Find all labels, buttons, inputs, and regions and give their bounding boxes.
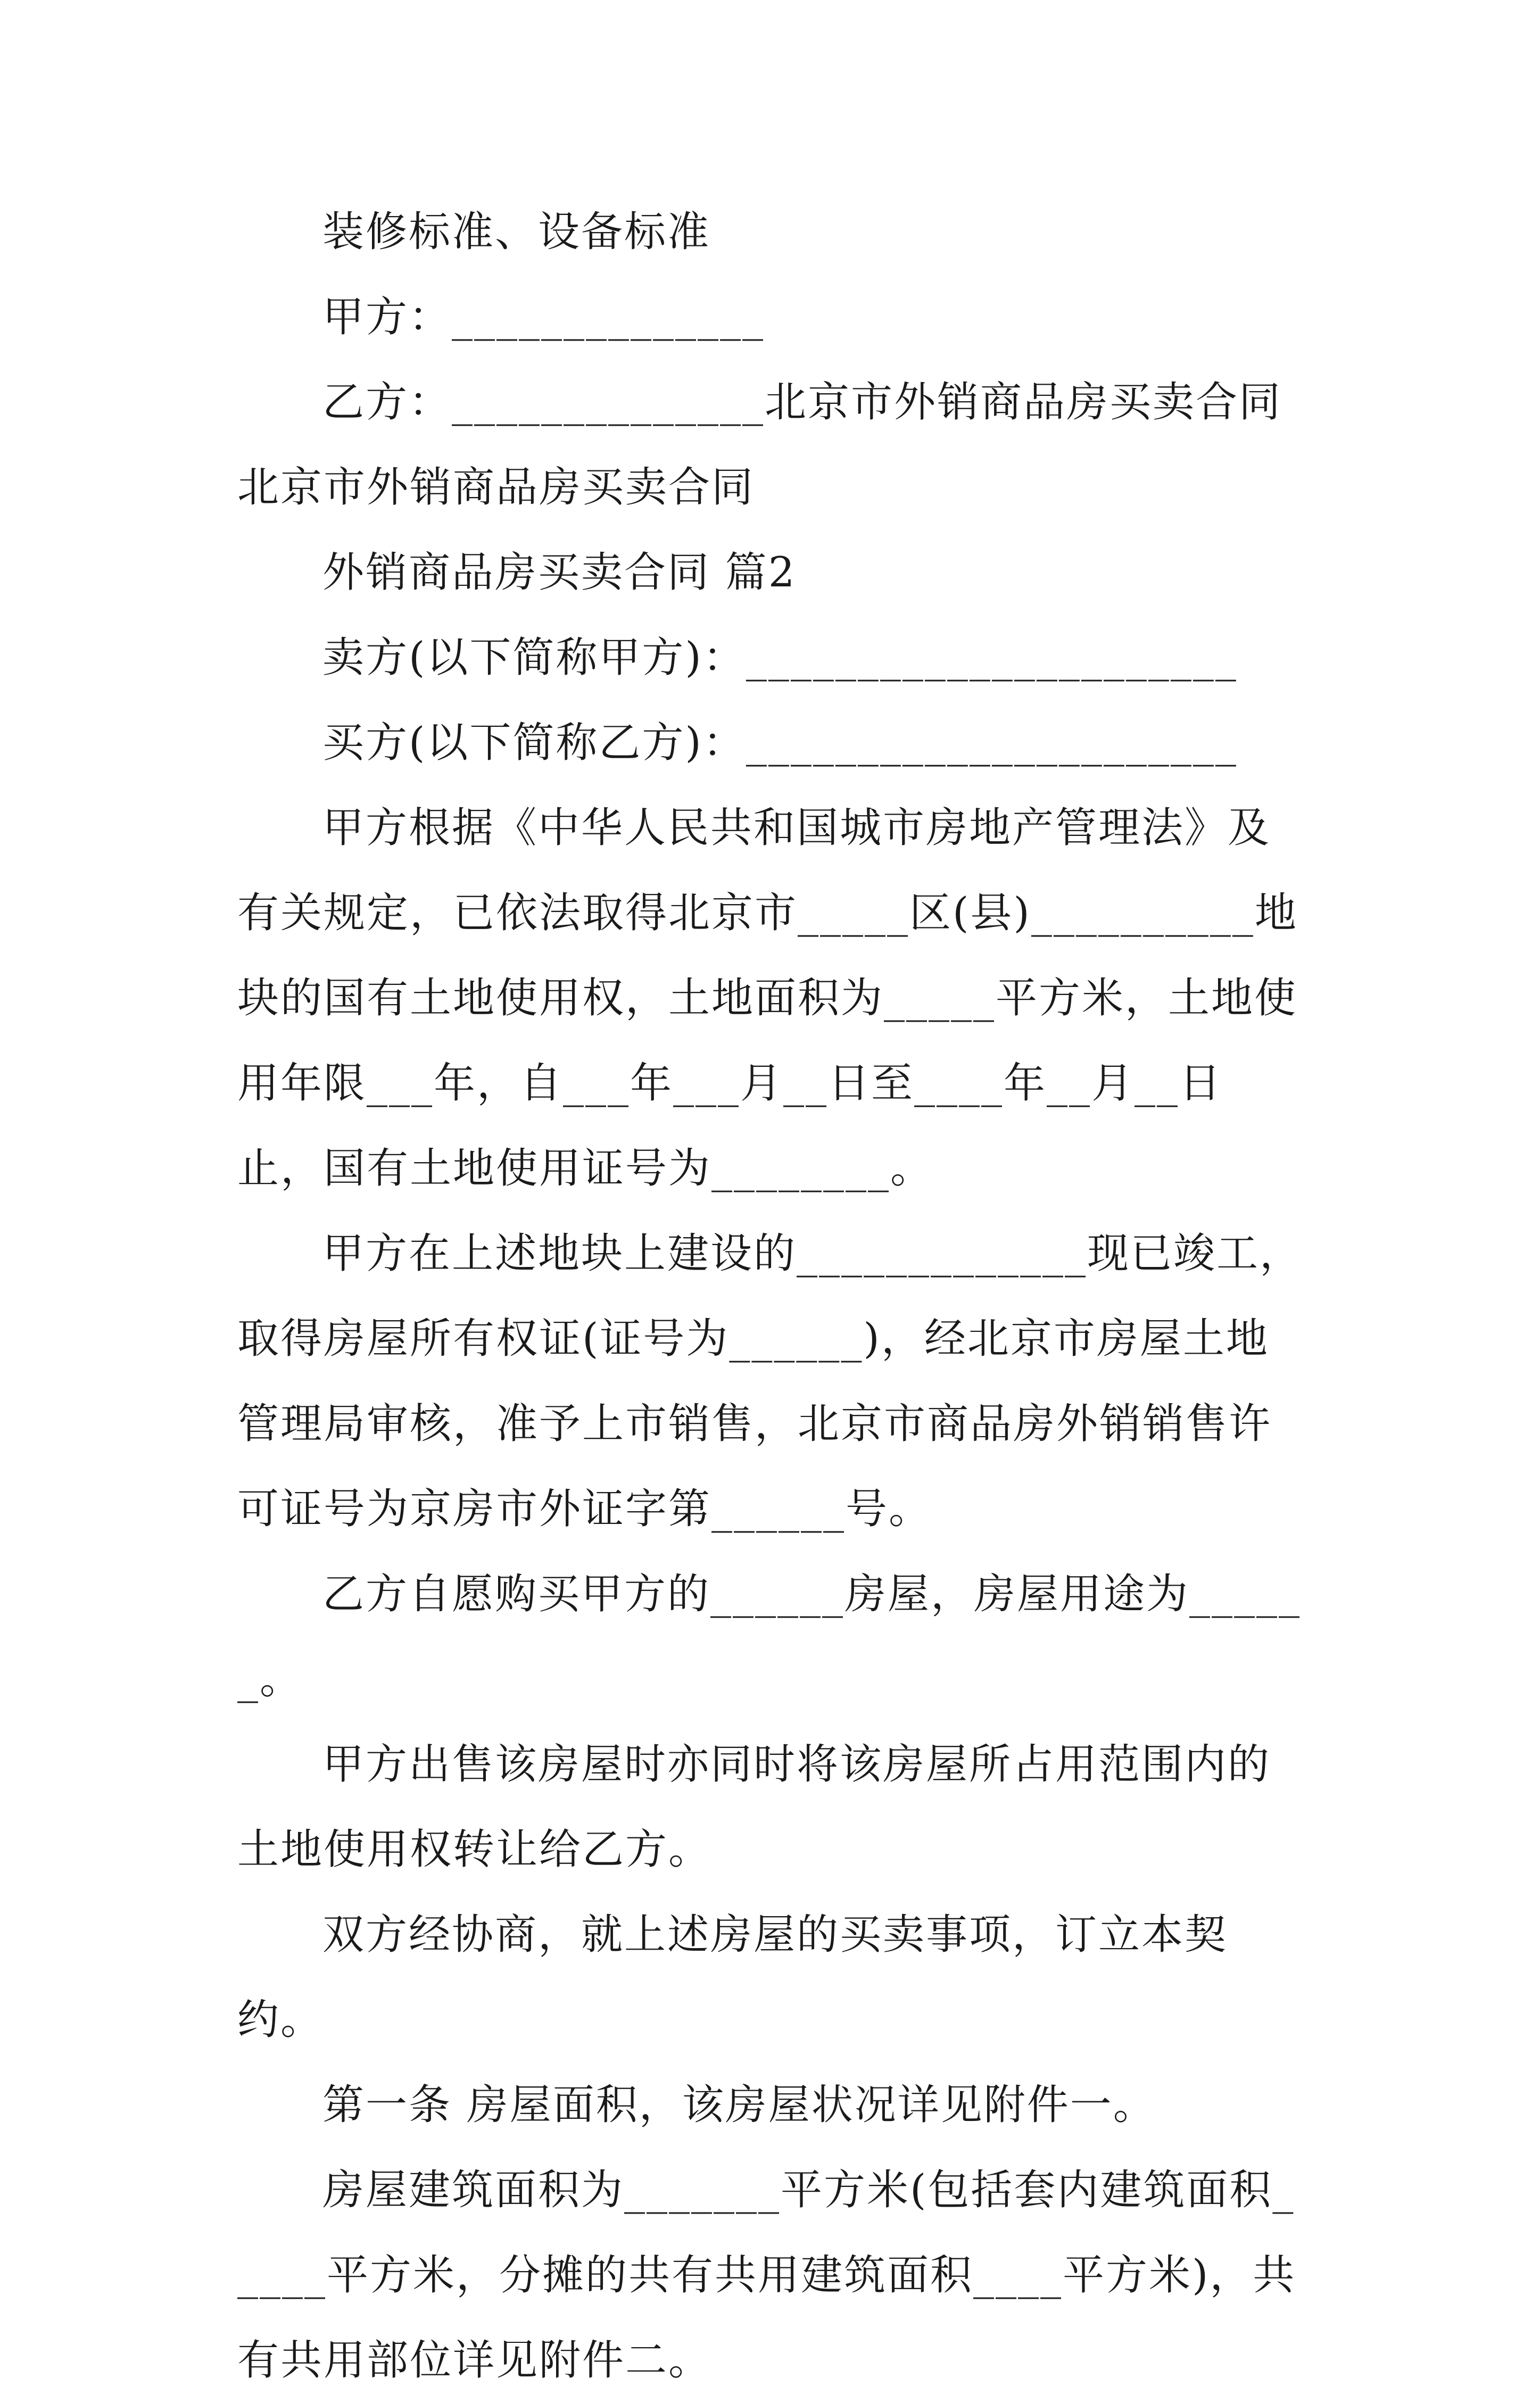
paragraph-party-b: 乙方：______________北京市外销商品房买卖合同北京市外销商品房买卖合同 [237,378,1282,511]
paragraph-decoration-standard: 装修标准、设备标准 [322,208,711,256]
document-body [237,189,1307,2403]
paragraph-land-transfer: 甲方出售该房屋时亦同时将该房屋所占用范围内的土地使用权转让给乙方。 [237,1741,1271,1874]
paragraph-building-area: 房屋建筑面积为_______平方米(包括套内建筑面积_____平方米，分摊的共有共用建筑面积____平方米)，共有共用部位详见附件二。 [237,2166,1296,2384]
paragraph-land-use-right: 甲方根据《中华人民共和国城市房地产管理法》及有关规定，已依法取得北京市_____区(县)__________地块的国有土地使用权，土地面积为_____平方米，土地使用年限___年，自___年___月__日至____年__月__日止，国有土地使用证号为________。 [237,804,1298,1192]
section-heading: 外销商品房买卖合同 篇2 [322,549,797,596]
article-1-heading: 第一条 房屋面积，该房屋状况详见附件一。 [322,2081,1156,2129]
paragraph-agreement: 双方经协商，就上述房屋的买卖事项，订立本契约。 [237,1911,1228,2044]
paragraph-purchase: 乙方自愿购买甲方的______房屋，房屋用途为______。 [237,1570,1302,1703]
paragraph-party-a: 甲方：______________ [322,293,765,341]
paragraph-buyer: 买方(以下简称乙方)：______________________ [322,719,1238,767]
paragraph-construction: 甲方在上述地块上建设的_____________现已竣工，取得房屋所有权证(证号为______)，经北京市房屋土地管理局审核，准予上市销售，北京市商品房外销销售许可证号为京房市外证字第______号。 [237,1230,1303,1533]
paragraph-seller: 卖方(以下简称甲方)：______________________ [322,634,1238,682]
